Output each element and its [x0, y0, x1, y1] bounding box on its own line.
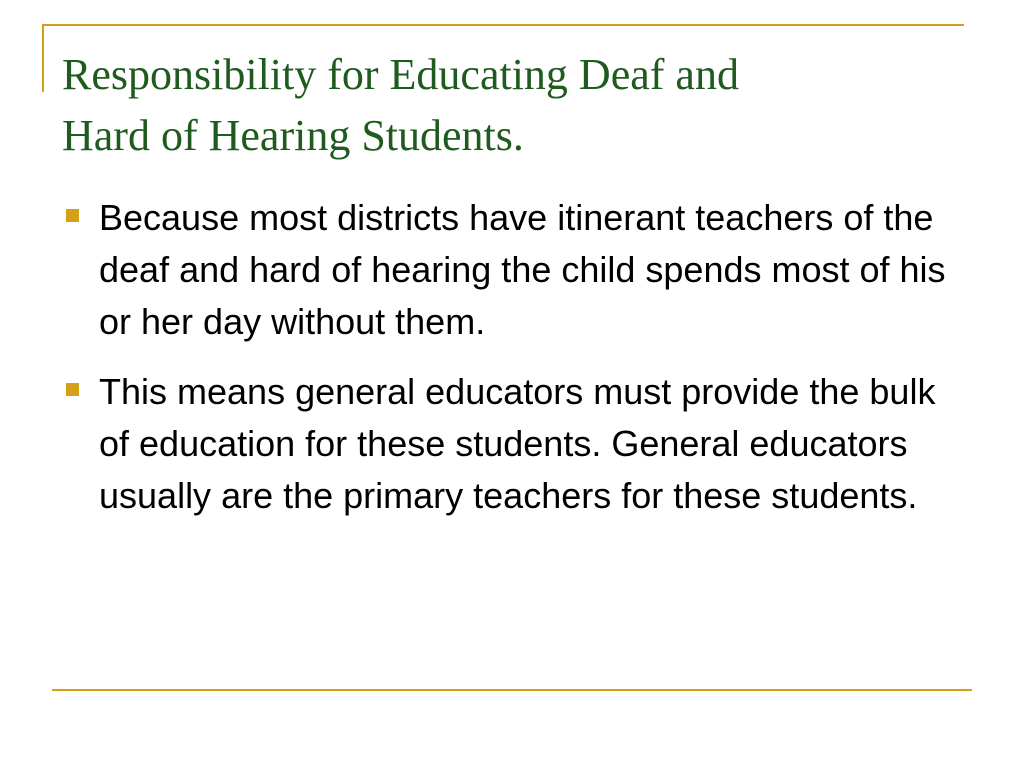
bullet-list — [66, 192, 946, 540]
bottom-rule — [52, 689, 972, 691]
square-bullet-icon — [66, 383, 79, 396]
bullet-item — [66, 366, 946, 522]
slide-title — [62, 44, 962, 166]
bullet-item — [66, 192, 946, 348]
square-bullet-icon — [66, 209, 79, 222]
left-rule — [42, 24, 44, 92]
top-rule — [42, 24, 964, 26]
title-line-1: Responsibility for Educating Deaf and — [62, 50, 739, 99]
bullet-text: Because most districts have itinerant teachers of the deaf and hard of hearing the child spends most of his or her day without them. — [99, 197, 946, 342]
title-line-2: Hard of Hearing Students. — [62, 111, 524, 160]
bullet-text: This means general educators must provide the bulk of education for these students. General educators usually are the primary teachers for these students. — [99, 371, 936, 516]
